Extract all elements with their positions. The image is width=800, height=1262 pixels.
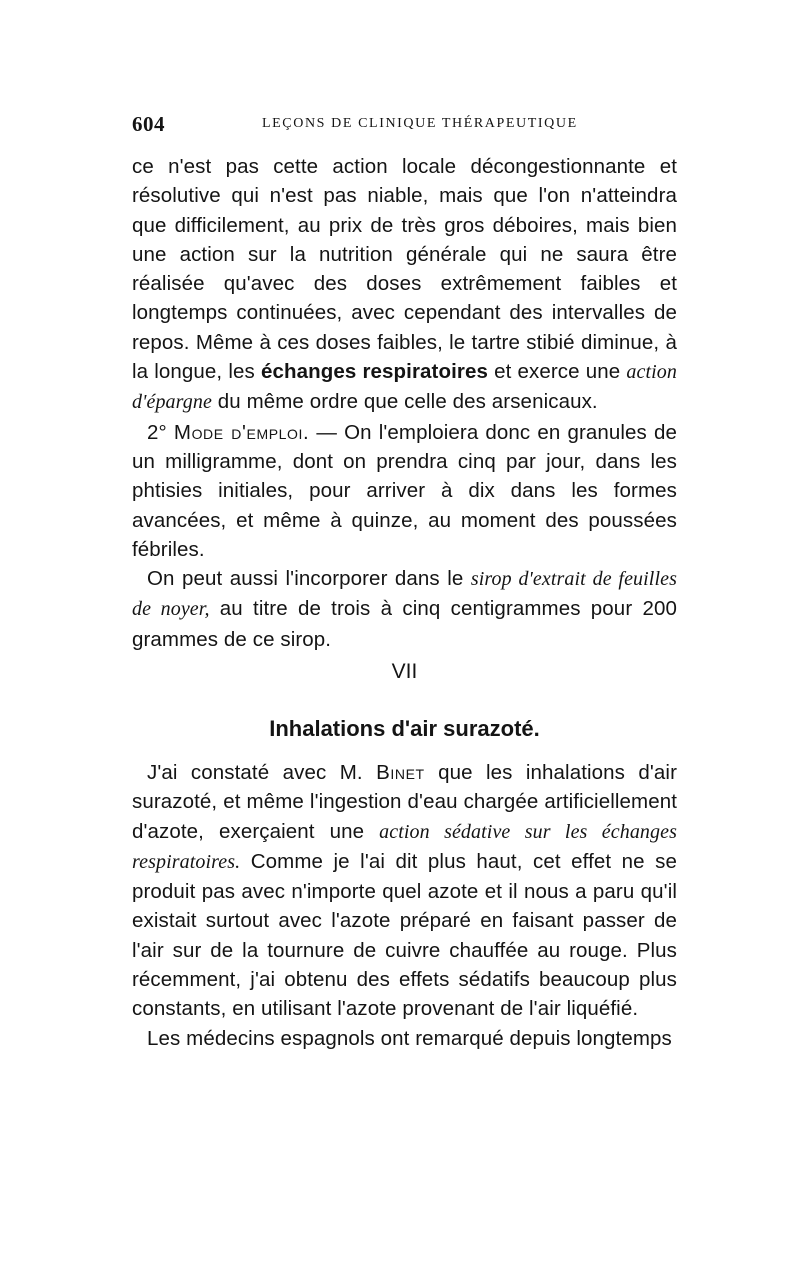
italic-phrase: sirop d'extrait de feuilles de noyer, (132, 568, 677, 621)
paragraph-medecins-espagnols (132, 1024, 677, 1053)
paragraph-sirop (132, 564, 677, 654)
text-run: au titre de trois à cinq centigrammes pour 200 grammes de ce sirop. (132, 597, 677, 651)
paragraph-air-surazote (132, 758, 677, 1024)
page-number: 604 (132, 112, 165, 136)
text-run: Les médecins espagnols ont remarqué depuis longtemps (147, 1026, 672, 1050)
text-run: — On l'emploiera donc en granules de un milligramme, dont on prendra cinq par jour, dans les phtisies initiales, pour arriver à dix dans les formes avancées, et même à quinze, au moment des poussées fébriles. (132, 420, 677, 561)
item-number: 2° (147, 420, 174, 444)
text-block-before-section (132, 152, 677, 654)
section-title: Inhalations d'air surazoté. (269, 716, 540, 741)
italic-phrase: action d'épargne (132, 361, 677, 414)
text-run: que les inhalations d'air surazoté, et même l'ingestion d'eau chargée artificiellement d'azote, exerçaient une (132, 761, 677, 843)
text-block-section-vii (132, 758, 677, 1053)
text-run: Comme je l'ai dit plus haut, cet effet ne se produit pas avec n'importe quel azote et il nous a paru qu'il existait surtout avec l'azote préparé en faisant passer de l'air sur de la tournure de cuivre chauffée au rouge. Plus récemment, j'ai obtenu des effets sédatifs beaucoup plus constants, en utilisant l'azote provenant de l'air liquéfié. (132, 849, 677, 1021)
running-head: LEÇONS DE CLINIQUE THÉRAPEUTIQUE (262, 116, 578, 131)
paragraph-mode-emploi (132, 418, 677, 564)
text-run: du même ordre que celle des arsenicaux. (211, 390, 598, 414)
smallcaps-heading: Mode d'emploi. (173, 420, 310, 444)
bold-phrase: échanges respiratoires (260, 360, 488, 384)
text-run: On peut aussi l'incorporer dans le (147, 567, 471, 591)
text-run: et exerce une (487, 360, 627, 384)
italic-phrase: action sédative sur les échanges respiratoires. (132, 820, 677, 873)
page-header (132, 112, 677, 138)
text-run: ce n'est pas cette action locale décongestionnante et résolutive qui n'est pas niable, mais que l'on n'atteindra que difficilement, au prix de très gros déboires, mais bien une action sur la nutrition générale qui ne saura être réalisée qu'avec des doses extrêmement faibles et longtemps continuées, avec cependant des intervalles de repos. Même à ces doses faibles, le tartre stibié diminue, à la longue, les (132, 155, 677, 384)
section-number: VII (391, 660, 418, 683)
smallcaps-name: Binet (376, 761, 425, 784)
text-run: J'ai constaté avec M. (147, 761, 377, 784)
paragraph-tartre-stibie (132, 152, 677, 418)
